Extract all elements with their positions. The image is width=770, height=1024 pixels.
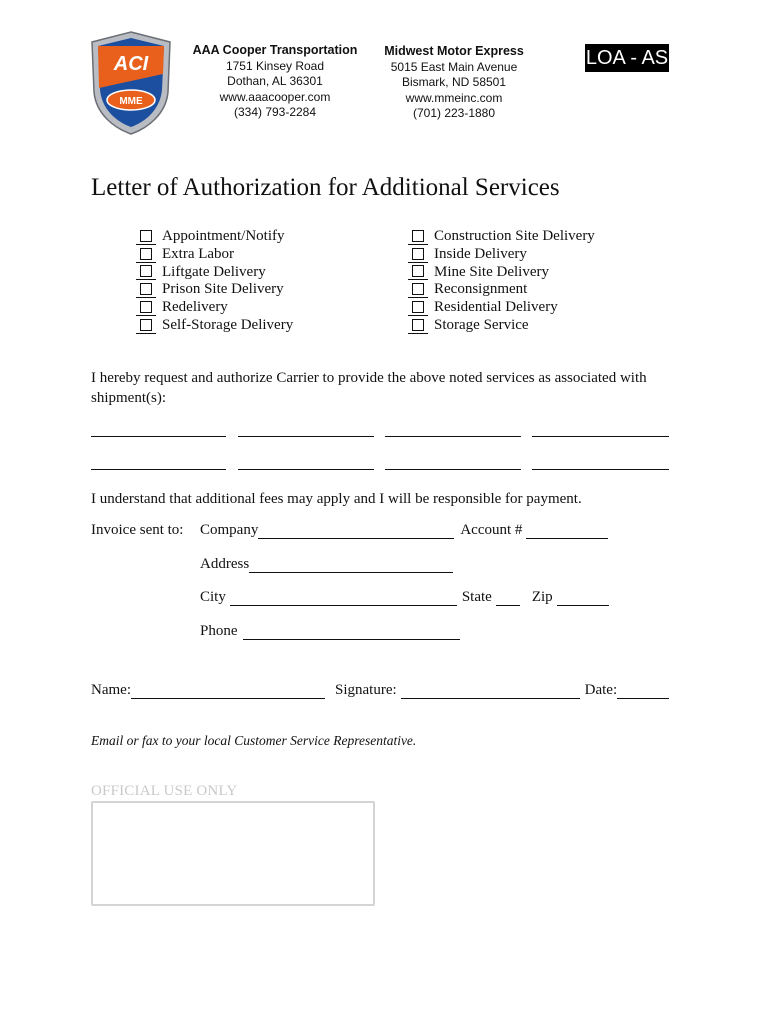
carrier-address-aaa	[190, 43, 360, 121]
official-use-box	[91, 801, 375, 906]
service-label: Prison Site Delivery	[162, 281, 284, 298]
carrier-address-mme	[374, 44, 534, 122]
zip-label: Zip	[531, 589, 553, 605]
city-field[interactable]	[230, 591, 457, 606]
page-title: Letter of Authorization for Additional Services	[91, 174, 560, 201]
carrier-website: www.aaacooper.com	[219, 89, 331, 104]
carrier-phone: (334) 793-2284	[233, 105, 317, 119]
address-label: Address	[200, 556, 250, 572]
service-option[interactable]	[136, 281, 293, 299]
phone-label: Phone	[200, 623, 238, 639]
company-field[interactable]	[258, 524, 454, 539]
form-code-badge: LOA - AS	[585, 44, 669, 72]
service-option[interactable]	[408, 281, 595, 299]
phone-field[interactable]	[243, 625, 460, 640]
service-label: Liftgate Delivery	[162, 263, 266, 280]
company-logo	[88, 30, 174, 136]
shipment-number-field[interactable]	[532, 469, 669, 470]
name-label: Name:	[91, 682, 131, 698]
service-label: Inside Delivery	[434, 245, 527, 262]
invoice-phone-row	[200, 623, 460, 640]
name-field[interactable]	[131, 684, 325, 699]
fees-statement: I understand that additional fees may apply and I will be responsible for payment.	[91, 491, 582, 507]
shield-icon	[88, 30, 174, 136]
zip-field[interactable]	[557, 591, 609, 606]
carrier-website: www.mmeinc.com	[405, 90, 503, 105]
service-label: Self-Storage Delivery	[162, 316, 294, 333]
shipment-number-field[interactable]	[385, 436, 521, 437]
checkbox[interactable]	[136, 229, 156, 245]
checkbox[interactable]	[136, 318, 156, 334]
state-label: State	[461, 589, 492, 605]
signature-field[interactable]	[401, 684, 580, 699]
company-label: Company	[200, 522, 259, 538]
shipment-number-field[interactable]	[385, 469, 521, 470]
service-label: Reconsignment	[434, 281, 528, 298]
checkbox[interactable]	[408, 318, 428, 334]
service-label: Storage Service	[434, 316, 529, 333]
shipment-number-field[interactable]	[238, 436, 374, 437]
carrier-phone: (701) 223-1880	[412, 106, 496, 120]
account-label: Account #	[460, 522, 523, 538]
service-option[interactable]	[408, 317, 595, 335]
city-label: City	[200, 589, 226, 605]
service-label: Mine Site Delivery	[434, 263, 549, 280]
service-option[interactable]	[408, 299, 595, 317]
checkbox[interactable]	[136, 300, 156, 316]
checkbox[interactable]	[408, 264, 428, 280]
invoice-address-row	[200, 556, 453, 573]
invoice-city-row	[200, 589, 609, 606]
address-field[interactable]	[249, 558, 453, 573]
logo-text-top: ACI	[113, 53, 149, 75]
services-left-column	[136, 228, 293, 335]
logo-text-bottom: MME	[119, 96, 143, 107]
date-field[interactable]	[617, 684, 669, 699]
service-option[interactable]	[408, 246, 595, 264]
checkbox[interactable]	[136, 264, 156, 280]
service-option[interactable]	[136, 317, 293, 335]
carrier-city: Bismark, ND 58501	[401, 75, 507, 89]
state-field[interactable]	[496, 591, 520, 606]
service-option[interactable]	[136, 299, 293, 317]
date-label: Date:	[584, 682, 618, 698]
carrier-name: Midwest Motor Express	[384, 44, 524, 58]
shipment-number-field[interactable]	[238, 469, 374, 470]
checkbox[interactable]	[408, 229, 428, 245]
checkbox[interactable]	[136, 282, 156, 298]
service-option[interactable]	[408, 264, 595, 282]
service-label: Appointment/Notify	[162, 228, 285, 244]
carrier-name: AAA Cooper Transportation	[192, 43, 358, 57]
submission-instructions: Email or fax to your local Customer Service Representative.	[91, 733, 417, 748]
service-label: Extra Labor	[162, 245, 235, 262]
service-label: Construction Site Delivery	[434, 228, 595, 244]
checkbox[interactable]	[408, 300, 428, 316]
checkbox[interactable]	[408, 247, 428, 263]
shipment-number-field[interactable]	[91, 436, 226, 437]
carrier-street: 5015 East Main Avenue	[390, 59, 518, 74]
checkbox[interactable]	[136, 247, 156, 263]
checkbox[interactable]	[408, 282, 428, 298]
carrier-city: Dothan, AL 36301	[227, 74, 323, 88]
service-option[interactable]	[408, 228, 595, 246]
invoice-company-row	[91, 522, 608, 539]
official-use-label: OFFICIAL USE ONLY	[91, 783, 238, 799]
service-option[interactable]	[136, 246, 293, 264]
carrier-street: 1751 Kinsey Road	[225, 58, 325, 73]
signoff-row	[91, 682, 669, 699]
shipment-number-field[interactable]	[532, 436, 669, 437]
signature-label: Signature:	[334, 682, 397, 698]
invoice-label: Invoice sent to:	[91, 522, 184, 538]
service-option[interactable]	[136, 228, 293, 246]
service-label: Redelivery	[162, 299, 228, 316]
services-right-column	[408, 228, 595, 335]
shipment-number-field[interactable]	[91, 469, 226, 470]
account-field[interactable]	[526, 524, 608, 539]
authorization-statement: I hereby request and authorize Carrier to provide the above noted services as associated with shipment(s):	[91, 370, 647, 406]
service-label: Residential Delivery	[434, 299, 558, 316]
service-option[interactable]	[136, 264, 293, 282]
